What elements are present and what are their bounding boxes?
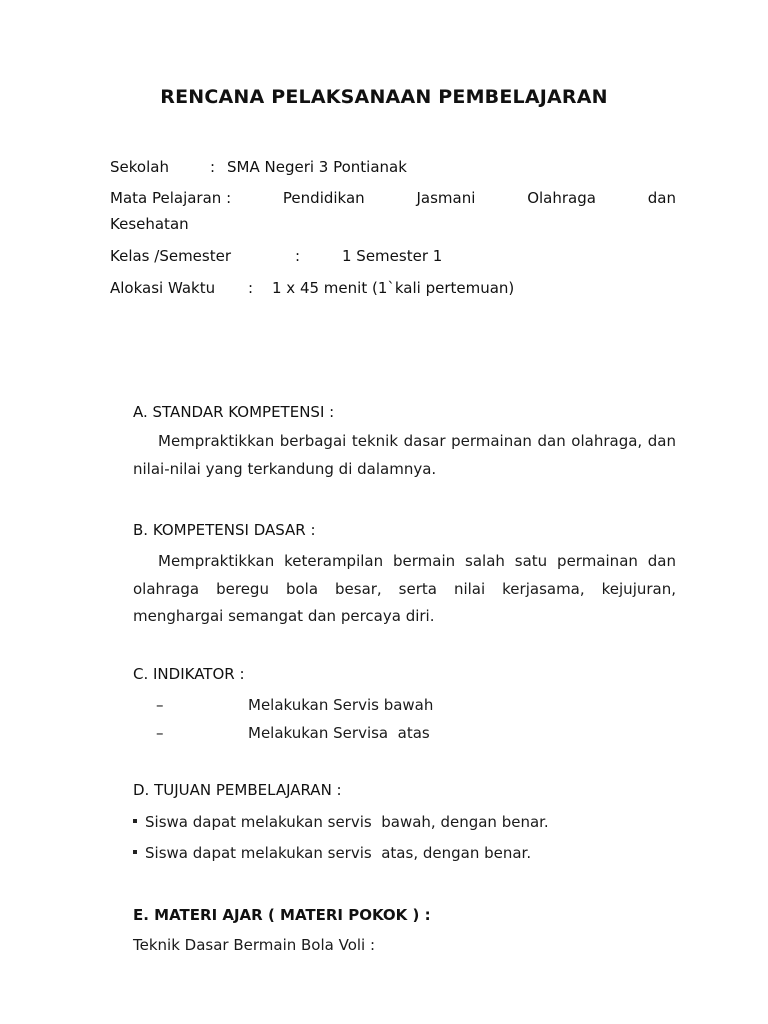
kelas-value: 1 Semester 1 [342, 247, 443, 265]
section-c-heading: C. INDIKATOR : [133, 665, 245, 683]
indikator-item-text: Melakukan Servis bawah [248, 696, 434, 714]
section-d-heading: D. TUJUAN PEMBELAJARAN : [133, 781, 342, 799]
indikator-item-text: Melakukan Servisa atas [248, 724, 430, 742]
section-e-heading: E. MATERI AJAR ( MATERI POKOK ) : [133, 906, 431, 924]
sekolah-separator: : [210, 158, 216, 176]
mapel-row [110, 185, 676, 211]
alokasi-row [110, 275, 514, 301]
dash-marker: – [156, 724, 164, 742]
mapel-label: Mata Pelajaran : [110, 189, 232, 207]
alokasi-label: Alokasi Waktu [110, 279, 216, 297]
tujuan-item-text: Siswa dapat melakukan servis bawah, dengan benar. [145, 813, 549, 831]
bullet-icon [133, 850, 137, 854]
section-b-heading: B. KOMPETENSI DASAR : [133, 521, 316, 539]
bullet-icon [133, 819, 137, 823]
sekolah-value: SMA Negeri 3 Pontianak [227, 158, 407, 176]
section-b-text: Mempraktikkan keterampilan bermain salah satu permainan dan olahraga beregu bola besar, serta nilai kerjasama, kejujuran, menghargai semangat dan percaya diri. [133, 552, 676, 625]
tujuan-item [133, 841, 531, 865]
mapel-continuation: Kesehatan [110, 215, 189, 233]
tujuan-item-text: Siswa dapat melakukan servis atas, dengan benar. [145, 844, 532, 862]
dash-marker: – [156, 696, 164, 714]
kelas-separator: : [295, 247, 301, 265]
sekolah-row [110, 154, 407, 180]
mapel-word-3: Olahraga [527, 189, 596, 207]
section-e-text: Teknik Dasar Bermain Bola Voli : [133, 936, 376, 954]
document-title: RENCANA PELAKSANAAN PEMBELAJARAN [160, 86, 608, 108]
mapel-word-1: Pendidikan [282, 189, 365, 207]
sekolah-label: Sekolah [110, 158, 169, 176]
mapel-word-2: Jasmani [416, 189, 476, 207]
tujuan-item [133, 810, 549, 834]
mapel-word-4: dan [647, 189, 676, 207]
alokasi-separator: : [248, 279, 254, 297]
kelas-row [110, 243, 442, 269]
section-a-heading: A. STANDAR KOMPETENSI : [133, 403, 335, 421]
section-a-text: Mempraktikkan berbagai teknik dasar permainan dan olahraga, dan nilai-nilai yang terkandung di dalamnya. [133, 432, 676, 478]
alokasi-value: 1 x 45 menit (1`kali pertemuan) [272, 279, 515, 297]
kelas-label: Kelas /Semester [110, 247, 231, 265]
